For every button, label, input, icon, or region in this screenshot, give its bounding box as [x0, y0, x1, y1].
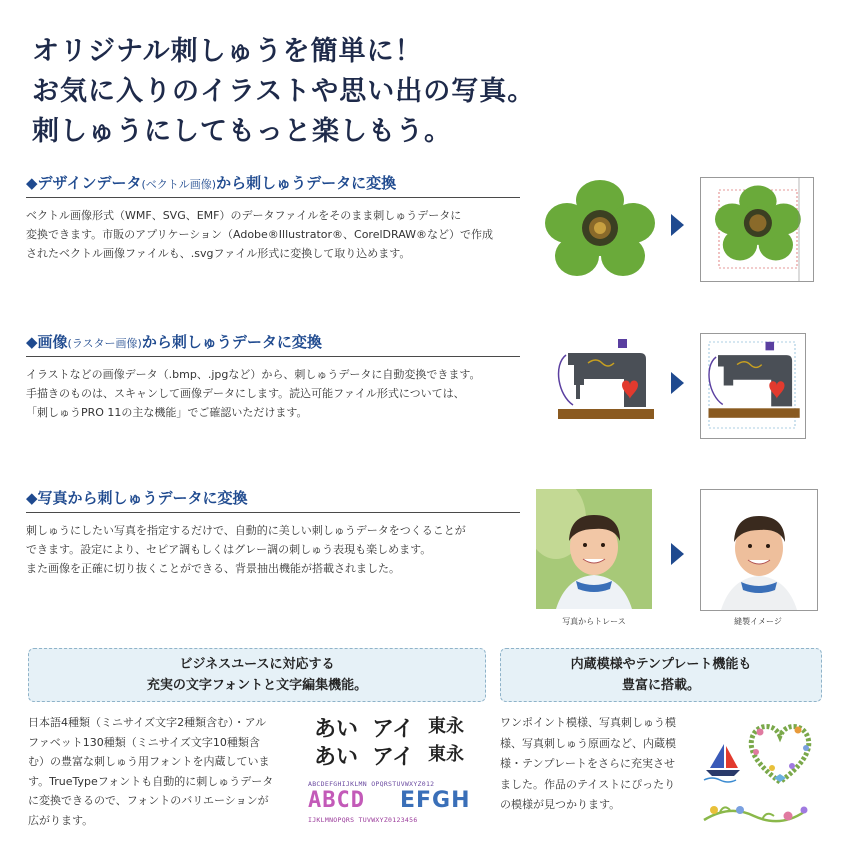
section-divider — [26, 356, 520, 357]
box-title-line-1: ビジネスユースに対応する — [179, 657, 335, 672]
arrow-right-icon — [671, 214, 684, 236]
feature-box-patterns — [500, 648, 822, 702]
arrow-right-icon — [671, 543, 684, 565]
font-sample-alphabet-small: ABCDEFGHIJKLMN OPQRSTUVWXYZ012 — [308, 780, 435, 788]
box-title-line-2: 充実の文字フォントと文字編集機能。 — [146, 678, 368, 693]
font-sample-alphabet-blue: EFGH — [400, 788, 471, 813]
flower-illustration — [545, 178, 655, 278]
font-sample-hiragana: あい — [314, 716, 359, 742]
box-title-line-1: 内蔵模様やテンプレート機能も — [570, 657, 752, 672]
font-sample-alphabet-small: IJKLMNOPQRS TUVWXYZ0123456 — [308, 816, 418, 824]
builtin-patterns-illustration — [700, 712, 840, 837]
font-sample-alphabet-pink: ABCD — [308, 788, 365, 813]
box-title-line-2: 豊富に搭載。 — [621, 678, 700, 693]
section-body-photo: 刺しゅうにしたい写真を指定するだけで、自動的に美しい刺しゅうデータをつくることが できます。設定により、セピア調もしくはグレー調の刺しゅう表現も楽しめます。 また画像を正確に切り抜くことができる、背景抽出機能が搭載されました。 — [26, 524, 466, 575]
child-photo — [536, 489, 652, 609]
hero-line-1: オリジナル刺しゅうを簡単に！ — [32, 36, 423, 67]
font-sample-kanji: 東永 — [428, 744, 464, 765]
vector-result-frame — [700, 177, 814, 282]
section-body-vector: ベクトル画像形式（WMF、SVG、EMF）のデータファイルをそのまま刺しゅうデータに 変換できます。市販のアプリケーション（Adobe®Illustrator®、CorelDRAW®など）で作成 されたベクトル画像ファイルも、.svgファイル形式に変換して取り込めます。 — [26, 209, 493, 260]
font-sample-panel — [308, 710, 488, 835]
hero-heading — [32, 32, 832, 152]
font-sample-hiragana: あい — [314, 744, 359, 770]
sewing-machine-embroidery-preview — [701, 334, 805, 438]
hero-line-3: 刺しゅうにしてもっと楽しもう。 — [32, 116, 452, 147]
section-title-vector: ◆デザインデータ(ベクトル画像)から刺しゅうデータに変換 — [26, 174, 397, 192]
child-embroidery-preview — [701, 490, 817, 610]
font-feature-text: 日本語4種類（ミニサイズ文字2種類含む）・アル ファベット130種類（ミニサイズ文字10種類含 む）の豊富な刺しゅう用フォントを内蔵していま す。TrueTypeフォントも自動的に刺しゅうデータ に変換できるので、フォントのバリエーションが 広がります。 — [28, 716, 274, 827]
embroidered-photo-frame — [700, 489, 818, 611]
caption-sewing-image: 縫製イメージ — [734, 617, 782, 626]
sewing-machine-illustration — [548, 335, 658, 435]
section-title-photo: ◆写真から刺しゅうデータに変換 — [26, 489, 248, 507]
font-sample-kanji: 東永 — [428, 716, 464, 737]
section-divider — [26, 512, 520, 513]
caption-photo-trace: 写真からトレース — [562, 617, 626, 626]
raster-result-frame — [700, 333, 806, 439]
arrow-right-icon — [671, 372, 684, 394]
section-divider — [26, 197, 520, 198]
hero-line-2: お気に入りのイラストや思い出の写真。 — [32, 76, 536, 107]
font-sample-katakana: アイ — [372, 744, 415, 770]
feature-box-fonts — [28, 648, 486, 702]
section-body-raster: イラストなどの画像データ（.bmp、.jpgなど）から、刺しゅうデータに自動変換できます。 手描きのものは、スキャンして画像データにします。読込可能ファイル形式については、 「刺しゅうPRO 11の主な機能」でご確認いただけます。 — [26, 368, 481, 419]
section-title-raster: ◆画像(ラスター画像)から刺しゅうデータに変換 — [26, 333, 322, 351]
font-sample-katakana: アイ — [372, 716, 415, 742]
pattern-feature-text: ワンポイント模様、写真刺しゅう模 様、写真刺しゅう原画など、内蔵模 様・テンプレートをさらに充実させ ました。作品のテイストにぴったり の模様が見つかります。 — [500, 716, 676, 811]
flower-embroidery-preview — [701, 178, 813, 281]
